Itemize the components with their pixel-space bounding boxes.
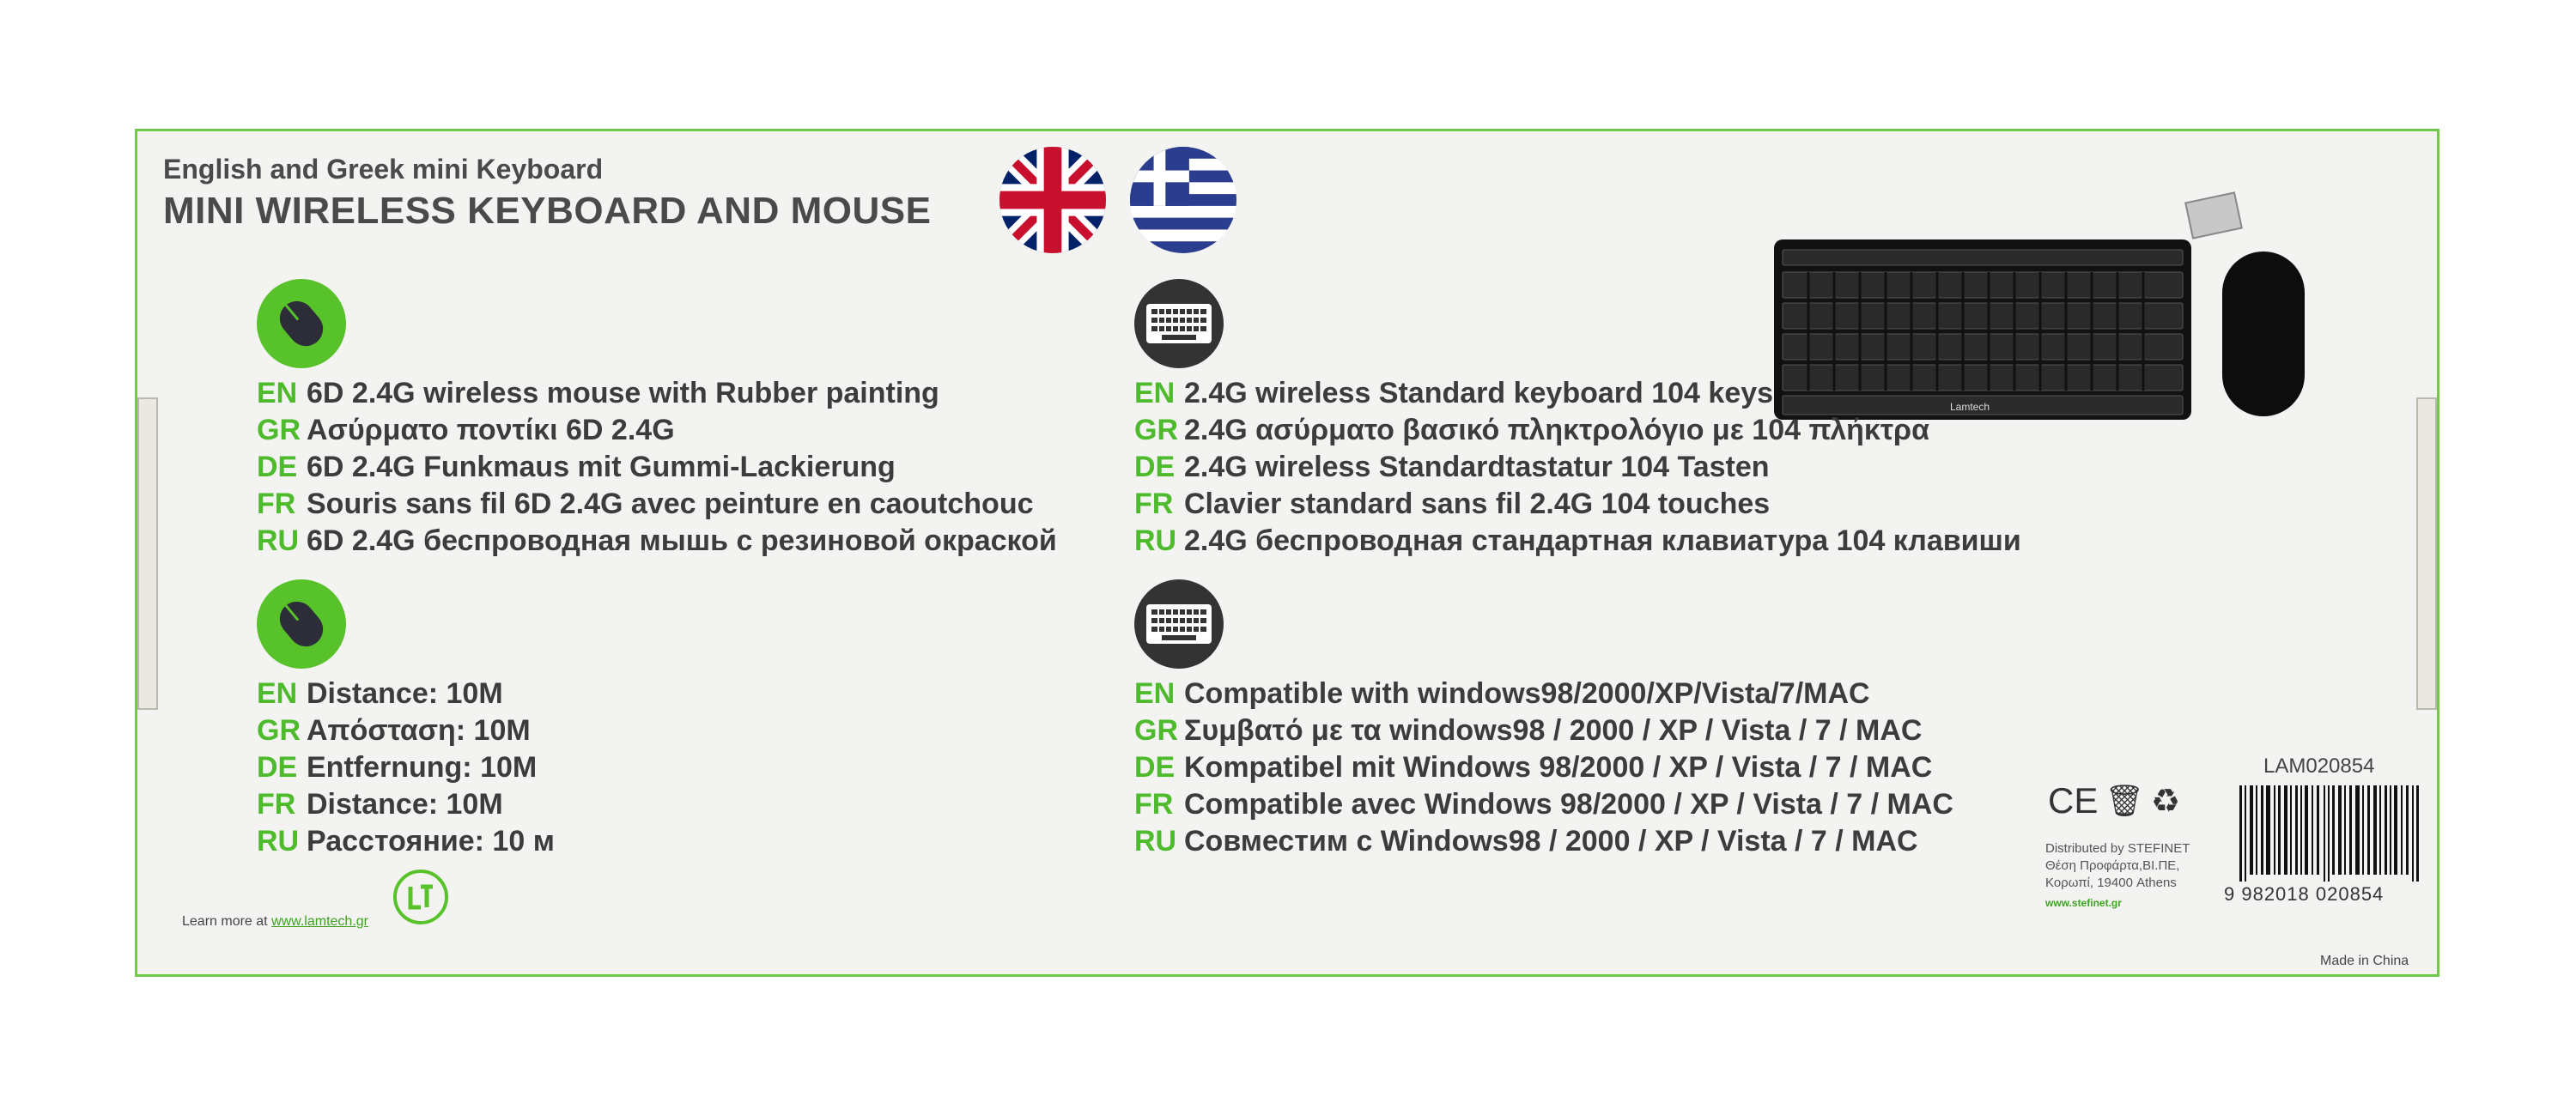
feature-line [1134,823,1953,860]
language-code: GR [1134,714,1178,747]
feature-text: 2.4G беспроводная стандартная клавиатура 104 клавиши [1184,524,2021,557]
language-code: DE [257,451,298,483]
product-image [1752,166,2267,413]
feature-text: 6D 2.4G беспроводная мышь с резиновой окраской [307,524,1057,557]
feature-line [1134,523,2021,560]
greek-flag-icon [1130,147,1236,253]
feature-text: Distance: 10M [307,677,503,710]
usb-dongle-image [2184,191,2243,239]
distributor-website: www.stefinet.gr [2045,897,2122,909]
learn-more-text: Learn more at www.lamtech.gr [182,914,368,929]
right-flap [2416,397,2437,710]
feature-line [1134,676,1953,712]
product-sku: LAM020854 [2263,754,2375,778]
feature-line [257,676,555,712]
feature-text: 6D 2.4G wireless mouse with Rubber painting [307,377,939,409]
feature-text: Compatible avec Windows 98/2000 / XP / Vista / 7 / MAC [1184,788,1953,821]
feature-line [1134,712,1953,749]
language-code: EN [257,377,298,409]
barcode-image [2239,785,2420,882]
language-code: FR [257,488,296,520]
feature-line [257,712,555,749]
language-code: DE [257,751,298,784]
feature-text: 2.4G wireless Standard keyboard 104 keys [1184,377,1774,409]
feature-text: Απόσταση: 10M [307,714,531,747]
left-flap [137,397,158,710]
feature-line [1134,486,2021,523]
feature-text: Συμβατό με τα windows98 / 2000 / XP / Vista / 7 / MAC [1184,714,1923,747]
language-code: DE [1134,451,1176,483]
feature-text: Ασύρματο ποντίκι 6D 2.4G [307,414,675,446]
feature-line [257,449,1057,486]
mouse-image [2222,251,2305,416]
lamtech-link[interactable]: www.lamtech.gr [271,914,368,929]
language-code: RU [1134,825,1177,858]
language-code: EN [257,677,298,710]
package-subtitle: English and Greek mini Keyboard [163,154,604,185]
keyboard-compat-lines [1134,676,1953,860]
feature-line [257,523,1057,560]
keyboard-icon [1134,579,1224,669]
feature-line [1134,375,2021,412]
mouse-paint-lines [257,375,1057,560]
mouse-icon [257,279,346,368]
feature-line [257,823,555,860]
language-code: GR [257,714,301,747]
language-code: RU [1134,524,1177,557]
feature-text: Entfernung: 10M [307,751,538,784]
certification-marks [2048,780,2180,821]
feature-text: Расстояние: 10 м [307,825,555,858]
feature-text: Souris sans fil 6D 2.4G avec peinture en caoutchouc [307,488,1034,520]
feature-text: 2.4G wireless Standardtastatur 104 Tasten [1184,451,1770,483]
feature-text: 6D 2.4G Funkmaus mit Gummi-Lackierung [307,451,896,483]
feature-text: Совместим с Windows98 / 2000 / XP / Vista / 7 / MAC [1184,825,1918,858]
feature-line [1134,412,2021,449]
package-title: MINI WIRELESS KEYBOARD AND MOUSE [163,190,932,232]
uk-flag-icon [999,147,1106,253]
feature-text: Distance: 10M [307,788,503,821]
language-code: RU [257,524,300,557]
feature-text: Clavier standard sans fil 2.4G 104 touches [1184,488,1771,520]
feature-line [257,749,555,786]
svg-text:Lamtech: Lamtech [1950,401,1990,413]
mouse-distance-lines [257,676,555,860]
mouse-icon [257,579,346,669]
keyboard-keys-lines [1134,375,2021,560]
feature-line [1134,749,1953,786]
feature-line [1134,449,2021,486]
distributor-info: Distributed by STEFINET Θέση Προφάρτα,ΒΙ.ΠΕ, Κορωπί, 19400 Athens [2045,841,2190,890]
language-code: GR [1134,414,1178,446]
ce-mark-icon: CE [2048,780,2099,821]
language-code: FR [1134,788,1174,821]
feature-line [257,786,555,823]
feature-line [257,412,1057,449]
language-code: DE [1134,751,1176,784]
language-code: FR [257,788,296,821]
feature-text: Kompatibel mit Windows 98/2000 / XP / Vista / 7 / MAC [1184,751,1933,784]
barcode-number: 9 982018 020854 [2224,883,2385,905]
feature-line [1134,786,1953,823]
language-code: GR [257,414,301,446]
feature-text: Compatible with windows98/2000/XP/Vista/7/MAC [1184,677,1870,710]
package-back-panel [135,129,2439,977]
language-code: EN [1134,377,1176,409]
feature-line [257,486,1057,523]
language-code: FR [1134,488,1174,520]
recycle-icon: ♻ [2151,783,2181,820]
lamtech-logo-icon [393,870,448,924]
language-code: EN [1134,677,1176,710]
feature-text: 2.4G ασύρματο βασικό πληκτρολόγιο με 104 πλήκτρα [1184,414,1929,446]
feature-line [257,375,1057,412]
weee-bin-icon: 🗑 [2105,783,2145,818]
made-in-label: Made in China [2320,954,2409,968]
language-code: RU [257,825,300,858]
keyboard-icon [1134,279,1224,368]
